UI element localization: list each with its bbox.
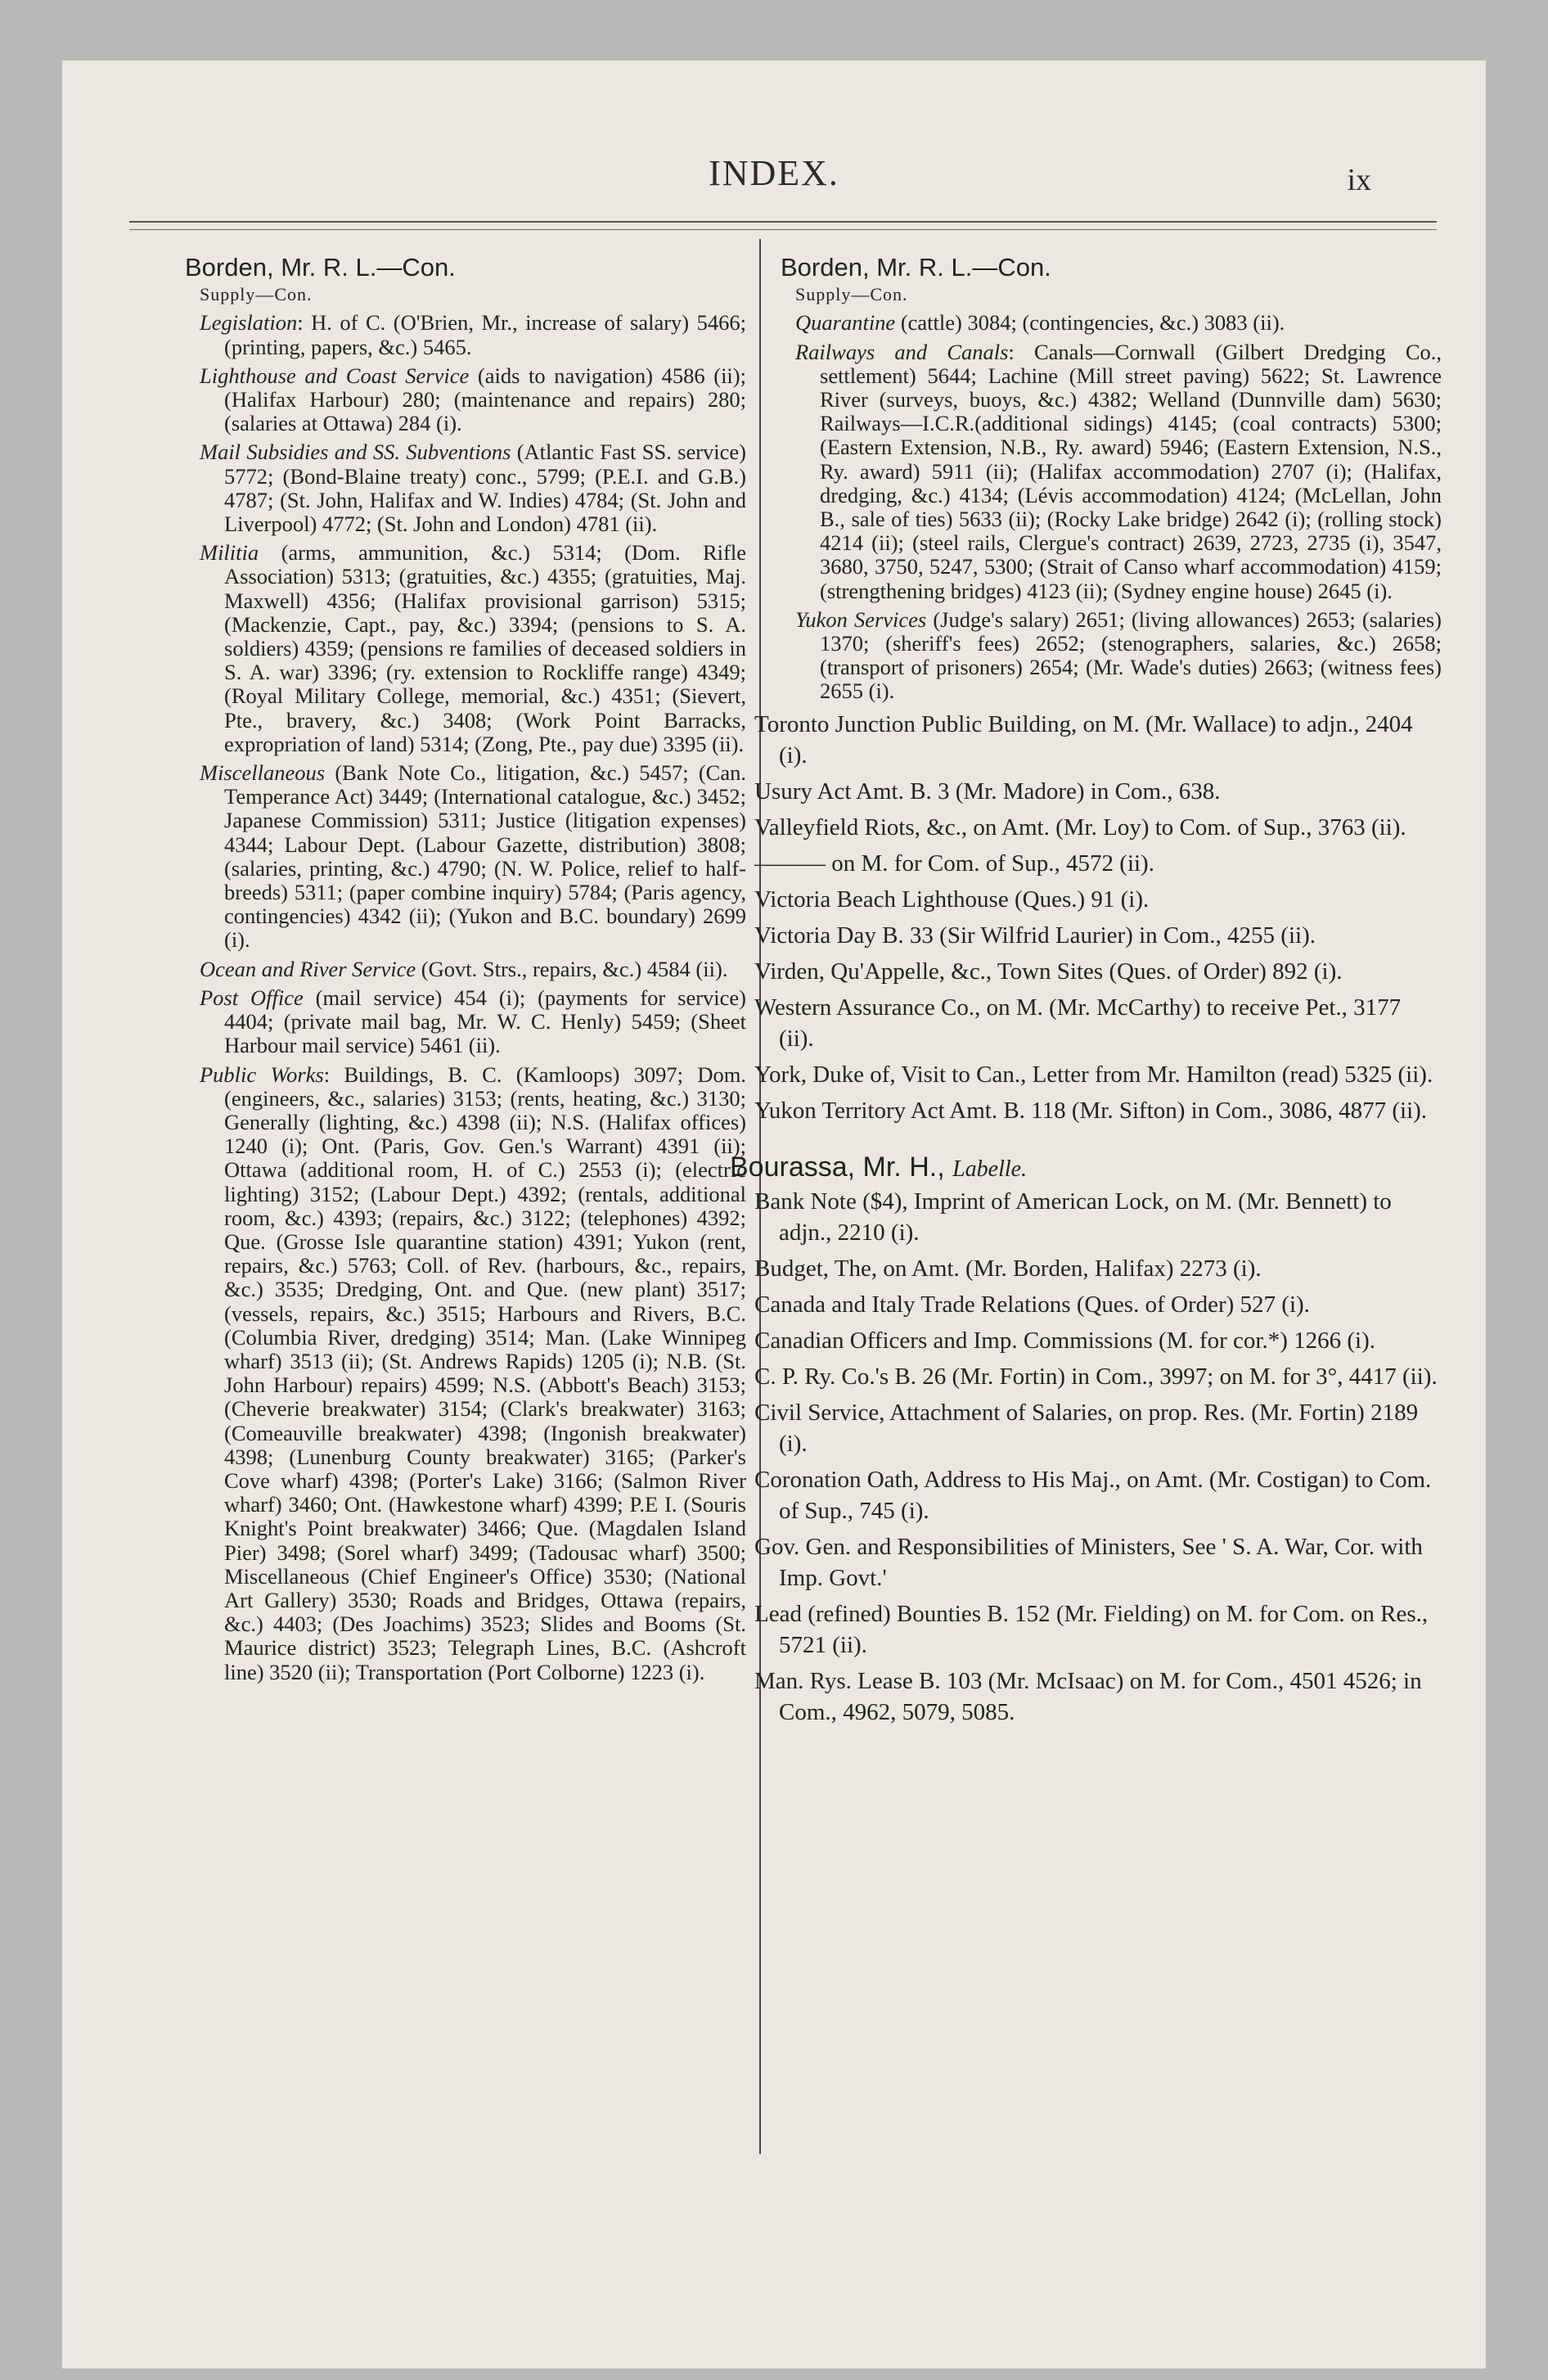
entry-topic: Yukon Services — [795, 606, 927, 632]
index-entry: C. P. Ry. Co.'s B. 26 (Mr. Fortin) in Com., 3997; on M. for 3°, 4417 (ii). — [754, 1363, 1438, 1390]
entry-text: (mail service) 454 (i); (payments for service) 4404; (private mail bag, Mr. W. C. Henly) 5459; (Sheet Harbour mail service) 5461 (ii). — [224, 985, 746, 1058]
entry-heading: Borden, Mr. R. L.—Con. — [781, 253, 1051, 282]
index-entry — [200, 986, 746, 1058]
entry-text: : Buildings, B. C. (Kamloops) 3097; Dom. (engineers, &c., salaries) 3153; (rents, heating, &c.) 3130; Generally (lighting, &c.) 4398 (ii); N.S. (Halifax offices) 1240 (i); Ont. (Paris, Gov. Gen.'s Warrant) 4391 (ii); Ottawa (additional room, H. of C.) 2553 (i); (electric lighting) 3152; (Labour Dept.) 4392; (rentals, additional room, &c.) 4393; (repairs, &c.) 3122; (telephones) 4392; Que. (Grosse Isle quarantine station) 4391; Yukon (rent, repairs, &c.) 5763; Coll. of Rev. (harbours, &c., repairs, &c.) 3535; Dredging, Ont. and Que. (new plant) 3517; (vessels, repairs, &c.) 3515; Harbours and Rivers, B.C. (Columbia River, dredging) 3514; Man. (Lake Winnipeg wharf) 3513 (ii); (St. Andrews Rapids) 1205 (i); N.B. (St. John Harbour) repairs) 4599; N.S. (Abbott's Beach) 3153; (Cheverie breakwater) 3154; (Clark's breakwater) 3163; (Comeauville breakwater) 4398; (Ingonish breakwater) 4398; (Lunenburg County breakwater) 3165; (Parker's Cove wharf) 4398; (Porter's Lake) 3166; (Salmon River wharf) 3460; Ont. (Hawkestone wharf) 4399; P.E I. (Souris Knight's Point breakwater) 3466; Que. (Magdalen Island Pier) 3498; (Sorel wharf) 3499; (Tadousac wharf) 3500; Miscellaneous (Chief Engineer's Office) 3530; (National Art Gallery) 3530; Roads and Bridges, Ottawa (repairs, &c.) 4403; (Des Joachims) 3523; Slides and Booms (St. Maurice district) 3523; Telegraph Lines, B.C. (Ashcroft line) 3520 (ii); Transportation (Port Colborne) 1223 (i). — [224, 1062, 746, 1684]
index-page — [62, 61, 1486, 2369]
index-entry — [795, 608, 1442, 704]
left-column — [185, 253, 746, 1684]
subheading: Supply—Con. — [795, 284, 908, 305]
entry-text: (Bank Note Co., litigation, &c.) 5457; (Can. Temperance Act) 3449; (International catalogue, &c.) 3452; Japanese Commission) 5311; Justice (litigation expenses) 4344; Labour Dept. (Labour Gazette, distribution) 3808; (salaries, printing, &c.) 4790; (N. W. Police, relief to half-breeds) 5311; (paper combine inquiry) 5784; (Paris agency, contingencies) 4342 (ii); (Yukon and B.C. boundary) 2699 (i). — [224, 760, 746, 953]
index-entry: Lead (refined) Bounties B. 152 (Mr. Fielding) on M. for Com. on Res., 5721 (ii). — [754, 1600, 1429, 1658]
index-entry — [795, 311, 1442, 335]
entry-topic: Railways and Canals — [795, 339, 1009, 364]
index-entry: Virden, Qu'Appelle, &c., Town Sites (Ques. of Order) 892 (i). — [754, 958, 1343, 985]
supply-continuation — [781, 253, 1442, 704]
index-entry: Man. Rys. Lease B. 103 (Mr. McIsaac) on M. for Com., 4501 4526; in Com., 4962, 5079, 5085. — [754, 1667, 1422, 1725]
entry-topic: Mail Subsidies and SS. Subventions — [200, 439, 511, 465]
entry-text: : H. of C. (O'Brien, Mr., increase of salary) 5466; (printing, papers, &c.) 5465. — [224, 310, 746, 359]
entry-topic: Legislation — [200, 310, 298, 336]
index-entry: Valleyfield Riots, &c., on Amt. (Mr. Loy) to Com. of Sup., 3763 (ii). — [754, 814, 1406, 841]
index-entry: Toronto Junction Public Building, on M. (Mr. Wallace) to adjn., 2404 (i). — [754, 710, 1413, 769]
subheading: Supply—Con. — [200, 284, 313, 305]
index-entry — [795, 340, 1442, 603]
index-entry: Civil Service, Attachment of Salaries, on prop. Res. (Mr. Fortin) 2189 (i). — [754, 1399, 1419, 1457]
entry-text: (cattle) 3084; (contingencies, &c.) 3083 (ii). — [895, 310, 1285, 336]
entry-text: (arms, ammunition, &c.) 5314; (Dom. Rifle Association) 5313; (gratuities, &c.) 4355; (gratuities, Maj. Maxwell) 4356; (Halifax provisional garrison) 5315; (Mackenzie, Capt., pay, &c.) 3394; (pensions to S. A. soldiers) 4359; (pensions re families of deceased soldiers in S. A. war) 3396; (ry. extension to Rockliffe range) 4349; (Royal Military College, memorial, &c.) 4351; (Sievert, Pte., bravery, &c.) 3408; (Work Point Barracks, expropriation of land) 5314; (Zong, Pte., pay due) 3395 (ii). — [224, 540, 746, 756]
entry-text: : Canals—Cornwall (Gilbert Dredging Co., settlement) 5644; Lachine (Mill street paving) 5622; St. Lawrence River (surveys, buoys, &c.) 4382; Welland (Dunnville dam) 5630; Railways—I.C.R.(additional sidings) 4145; (coal contracts) 5300; (Eastern Extension, N.B., Ry. award) 5946; (Eastern Extension, N.S., Ry. award) 5911 (ii); (Halifax accommodation) 2707 (i); (Halifax, dredging, &c.) 4134; (Lévis accommodation) 4124; (McLellan, John B., sale of ties) 5633 (ii); (Rocky Lake bridge) 2642 (i); (rolling stock) 4214 (ii); (steel rails, Clergue's contract) 2639, 2723, 2735 (i), 3547, 3680, 3750, 5247, 5300; (Strait of Canso wharf accommodation) 4159; (strengthening bridges) 4123 (ii); (Sydney engine house) 2645 (i). — [820, 339, 1442, 603]
index-entry: Victoria Day B. 33 (Sir Wilfrid Laurier) in Com., 4255 (ii). — [754, 922, 1316, 949]
borden-other-entries — [754, 709, 1442, 1126]
member-heading — [730, 1151, 1442, 1183]
entry-topic: Miscellaneous — [200, 760, 326, 786]
entry-heading: Borden, Mr. R. L.—Con. — [185, 253, 456, 282]
entry-topic: Public Works — [200, 1062, 324, 1087]
index-entry: Gov. Gen. and Responsibilities of Ministers, See ' S. A. War, Cor. with Imp. Govt.' — [754, 1533, 1423, 1591]
index-entry: York, Duke of, Visit to Can., Letter from Mr. Hamilton (read) 5325 (ii). — [754, 1061, 1433, 1088]
member-constituency: Labelle. — [952, 1156, 1028, 1182]
page-number: ix — [1347, 163, 1371, 197]
index-entry: Usury Act Amt. B. 3 (Mr. Madore) in Com., 638. — [754, 778, 1221, 805]
index-entry: Canadian Officers and Imp. Commissions (M. for cor.*) 1266 (i). — [754, 1327, 1375, 1354]
index-entry: Coronation Oath, Address to His Maj., on Amt. (Mr. Costigan) to Com. of Sup., 745 (i). — [754, 1466, 1432, 1524]
index-entry — [200, 958, 746, 981]
entry-topic: Post Office — [200, 985, 304, 1010]
index-entry: Bank Note ($4), Imprint of American Lock, on M. (Mr. Bennett) to adjn., 2210 (i). — [754, 1188, 1392, 1246]
entry-text: (Govt. Strs., repairs, &c.) 4584 (ii). — [416, 956, 728, 981]
entry-text: (Atlantic Fast SS. service) 5772; (Bond-Blaine treaty) conc., 5799; (P.E.I. and G.B.) 4787; (St. John, Halifax and W. Indies) 4784; (St. John and Liverpool) 4772; (St. John and London) 4781 (ii). — [224, 439, 746, 537]
entry-topic: Militia — [200, 540, 259, 566]
index-entry: Canada and Italy Trade Relations (Ques. of Order) 527 (i). — [754, 1291, 1310, 1318]
right-column — [730, 253, 1442, 1728]
index-entry — [200, 311, 746, 358]
header-rule-thin — [129, 229, 1437, 230]
page-title: INDEX. — [709, 153, 839, 193]
entry-text: (Judge's salary) 2651; (living allowances) 2653; (salaries) 1370; (sheriff's fees) 2652; (stenographers, salaries, &c.) 2658; (transport of prisoners) 2654; (Mr. Wade's duties) 2663; (witness fees) 2655 (i). — [820, 606, 1442, 704]
entry-topic: Quarantine — [795, 310, 896, 336]
header-rule — [129, 221, 1437, 223]
entry-text: (aids to navigation) 4586 (ii); (Halifax Harbour) 280; (maintenance and repairs) 280; (salaries at Ottawa) 284 (i). — [224, 363, 746, 436]
index-entry: Western Assurance Co., on M. (Mr. McCarthy) to receive Pet., 3177 (ii). — [754, 994, 1402, 1052]
entry-topic: Ocean and River Service — [200, 956, 416, 981]
index-entry — [200, 440, 746, 536]
bourassa-entries — [754, 1186, 1442, 1728]
member-name: Bourassa, Mr. H., — [730, 1151, 945, 1183]
index-entry: Yukon Territory Act Amt. B. 118 (Mr. Sifton) in Com., 3086, 4877 (ii). — [754, 1097, 1428, 1124]
index-entry — [200, 1063, 746, 1684]
index-entry: Budget, The, on Amt. (Mr. Borden, Halifax) 2273 (i). — [754, 1255, 1262, 1282]
index-entry — [200, 761, 746, 953]
index-entry: Victoria Beach Lighthouse (Ques.) 91 (i). — [754, 886, 1150, 913]
index-entry: ——— on M. for Com. of Sup., 4572 (ii). — [754, 850, 1154, 877]
index-entry — [200, 541, 746, 756]
entry-topic: Lighthouse and Coast Service — [200, 363, 470, 388]
index-entry — [200, 364, 746, 436]
